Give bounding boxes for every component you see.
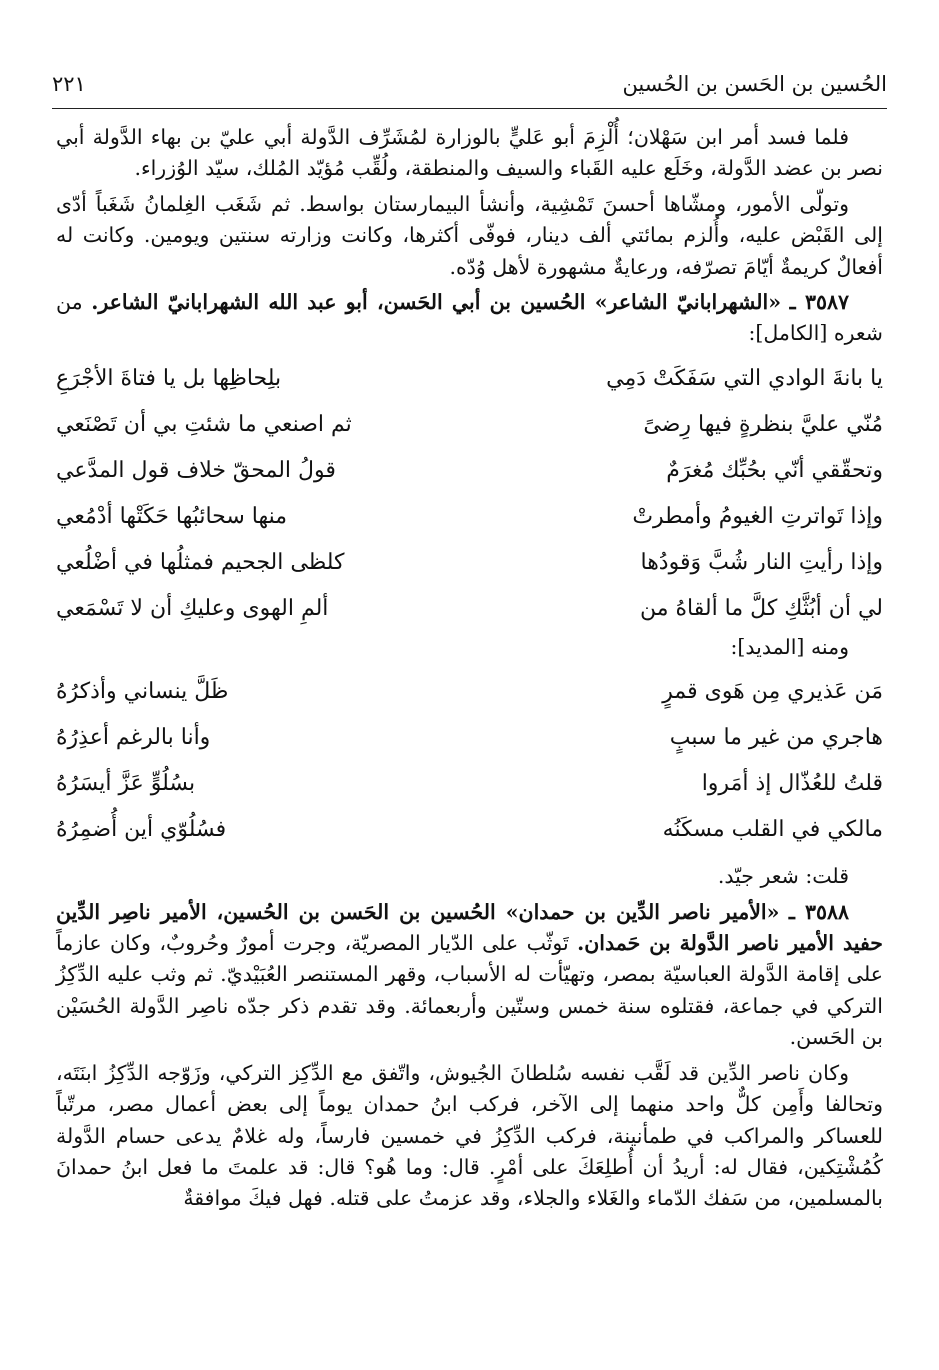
- second-hemistich: كلظى الجحيم فمثلُها في أضْلُعي: [56, 549, 345, 575]
- paragraph: وتولّى الأمور، ومشّاها أحسنَ تَمْشِية، وأنشأ البيمارستان بواسط. ثم شَغَب الغِلمانُ شَغَباً أدّى إلى القَبْض عليه، وأُلزم بمائتي ألف دينار، فوفّى أكثرها، وكانت وزارته سنتين ويومين. وكانت له أفعالٌ كريمةٌ أيّامَ تصرّفه، ورعايةٌ مشهورة لأهل وُدّه.: [56, 191, 883, 279]
- first-hemistich: مَن عَذيري مِن هَوى قمرٍ: [662, 679, 883, 705]
- first-hemistich: وإذا تَواترتِ الغيومُ وأمطرتْ: [632, 503, 883, 529]
- entry-heading: «الشهرابانيّ الشاعر» الحُسين بن أبي الحَسن، أبو عبد الله الشهرابانيّ الشاعر.: [91, 290, 782, 315]
- page-header: [52, 66, 887, 109]
- first-hemistich: مالكي في القلب مسكَنُه: [662, 817, 883, 843]
- first-hemistich: وإذا رأيتِ النار شُبَّ وَقودُها: [640, 549, 883, 575]
- paragraph: فلما فسد أمر ابن سَهْلان؛ أُلْزِمَ أبو عَليٍّ بالوزارة لمُشَرِّف الدَّولة أبي عليّ بن بهاء الدَّولة أبي نصر بن عضد الدَّولة، وخَلَع عليه القَباء والسيف والمنطقة، ولُقِّب مُؤيّد المُلك، سيّد الوُزراء.: [56, 125, 883, 181]
- biography-entry-3587: [56, 287, 883, 350]
- verse: [56, 586, 883, 632]
- second-hemistich: ظَلَّ ينساني وأذكرُهُ: [56, 679, 229, 705]
- first-hemistich: وتحقّقي أنّي بحُبِّك مُغرَمٌ: [666, 457, 883, 483]
- verse: [56, 761, 883, 807]
- second-hemistich: قولُ المحقّ خلاف قول المدَّعي: [56, 457, 336, 483]
- verse: [56, 715, 883, 761]
- poem-intro: ومنه [المديد]:: [730, 634, 849, 659]
- second-hemistich: بلِحاظِها بل يا فتاةَ الأجْرَعِ: [56, 365, 282, 391]
- remark: قلت: شعر جيّد.: [717, 864, 849, 889]
- verse: [56, 807, 883, 853]
- first-hemistich: قلتُ للعُذّال إذ أمَروا: [701, 771, 883, 797]
- entry-heading: «الأمير ناصر الدِّين بن حمدان» الحُسين بن الحَسن بن الحُسين، الأمير ناصِر الدِّين حفيد الأمير ناصر الدَّولة بن حَمدان.: [56, 899, 883, 956]
- verse: [56, 402, 883, 448]
- verse: [56, 448, 883, 494]
- second-hemistich: فسُلُوّي أين أُضمِرُهُ: [56, 817, 227, 843]
- first-hemistich: هاجري من غير ما سببٍ: [669, 725, 883, 751]
- first-hemistich: يا بانةَ الوادي التي سَفَكَتْ دَمِي: [606, 365, 883, 391]
- spacer: [56, 853, 883, 861]
- second-hemistich: ثم اصنعي ما شئتِ بي أن تَصْنَعي: [56, 411, 352, 437]
- entry-text: من شعره [الكامل]:: [56, 290, 883, 346]
- page-content: [56, 122, 883, 1219]
- second-hemistich: ألمِ الهوى وعليكِ أن لا تَسْمَعي: [56, 595, 329, 621]
- page-number: ٢٢١: [52, 72, 86, 96]
- first-hemistich: مُنّي عليَّ بنظرةٍ فيها رِضىً: [643, 411, 883, 437]
- poem-madid: [56, 669, 883, 853]
- entry-text: تَوثّب على الدّيار المصريّة، وجرت أمورٌ وحُروبٌ، وكان عازماً على إقامة الدَّولة العباسيّة بمصر، وتهيّأت له الأسباب، وقهر المستنصر العُبَيْديّ. ثم وثب عليه الدِّكِزُ التركي في جماعة، فقتلوه سنة خمس وستّين وأربعمائة. وقد تقدم ذكر جدّه ناصِر الدَّولة الحُسَيْن بن الحَسن.: [56, 931, 883, 1050]
- biography-entry-3588: [56, 897, 883, 1054]
- paragraph: وكان ناصر الدِّين قد لَقَّب نفسه سُلطانَ الجُيوش، واتّفق مع الدِّكِز التركي، وزَوّجه الدِّكِزُ ابنَتَه، وتحالفا وأَمِن كلٌّ واحد منهما إلى الآخر، فركب ابنُ حمدان يوماً إلى بعض أعمال مصر، مرتّباً للعساكر والمراكب في طمأنينة، فركب الدِّكِزُ في خمسين فارساً، وله غلامٌ يدعى حسام الدَّولة كُمُشْتِكين، فقال له: أريدُ أن أُطلِعَكَ على أمْرٍ. قال: وما هُو؟ قال: قد علمتَ ما فعل ابنُ حمدانَ بالمسلمين، من سَفك الدّماء والغَلاء والجلاء، وقد عزمتُ على قتله. فهل فيكَ موافقةٌ: [56, 1060, 883, 1211]
- second-hemistich: بسُلُوٍّ عَزَّ أيسَرُهُ: [56, 771, 196, 797]
- verse: [56, 494, 883, 540]
- second-hemistich: وأنا بالرغم أعذِرُهُ: [56, 725, 211, 751]
- running-title: الحُسين بن الحَسن بن الحُسين: [622, 72, 887, 96]
- first-hemistich: لي أن أبُثَّكِ كلَّ ما ألقاهُ من: [639, 595, 883, 621]
- second-hemistich: منها سحائبُها حَكَتْها أدْمُعي: [56, 503, 288, 529]
- verse: [56, 540, 883, 586]
- verse: [56, 356, 883, 402]
- verse: [56, 669, 883, 715]
- entry-number: ٣٥٨٨ ـ: [788, 899, 849, 924]
- entry-number: ٣٥٨٧ ـ: [789, 290, 849, 315]
- poem-kamil: [56, 356, 883, 632]
